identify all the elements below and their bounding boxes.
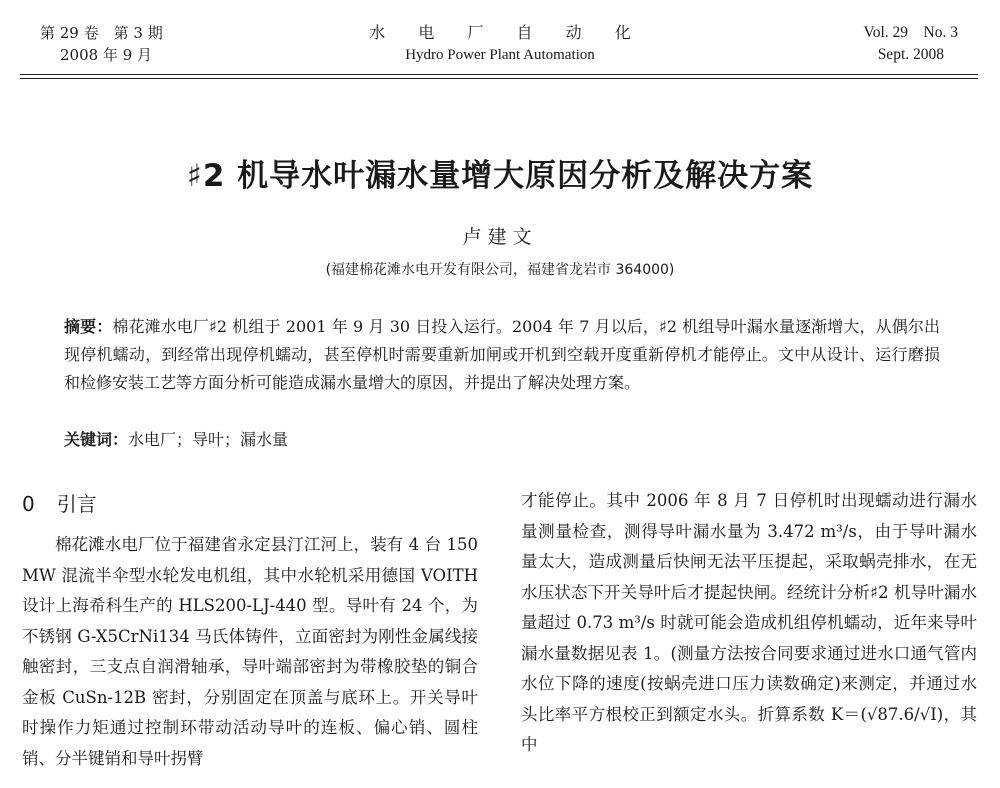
date-en: Sept. 2008 (877, 46, 944, 63)
body-column-left (22, 530, 478, 774)
continued-paragraph: 才能停止。其中 2006 年 8 月 7 日停机时出现蠕动进行漏水量测量检查，测得导叶漏水量为 3.472 m³/s，由于导叶漏水量太大，造成测量后快闸无法平压提起，采取蜗壳排水，在无水压状态下开关导叶后才提起快闸。经统计分析♯2 机导叶漏水量超过 0.73 m³/s 时就可能会造成机组停机蠕动，近年来导叶漏水量数据见表 1。(测量方法按合同要求通过进水口通气管内水位下降的速度(按蜗壳进口压力读数确定)来测定，并通过水头比率平方根校正到额定水头。折算系数 K＝(√87.6/√I)，其中 (521, 491, 977, 754)
article-affiliation: (福建棉花滩水电开发有限公司，福建省龙岩市 364000) (325, 262, 675, 278)
section-title: 引言 (56, 492, 97, 516)
section-number: 0 (22, 492, 35, 516)
journal-name-en: Hydro Power Plant Automation (405, 47, 595, 63)
article-title: ♯2 机导水叶漏水量增大原因分析及解决方案 (186, 158, 814, 194)
date-cn: 2008 年 9 月 (60, 46, 153, 64)
journal-header-right (864, 22, 958, 66)
journal-header-left (40, 22, 163, 66)
body-column-right (521, 486, 977, 761)
journal-header-center (300, 22, 700, 66)
header-rule (20, 74, 978, 75)
abstract (64, 313, 940, 397)
keywords-label: 关键词： (64, 430, 129, 449)
article-author: 卢建文 (462, 226, 538, 248)
keywords-text: 水电厂；导叶；漏水量 (128, 430, 289, 449)
abstract-label: 摘要： (64, 317, 113, 336)
abstract-text: 棉花滩水电厂♯2 机组于 2001 年 9 月 30 日投入运行。2004 年 7 月以后，♯2 机组导叶漏水量逐渐增大，从偶尔出现停机蠕动，到经常出现停机蠕动，甚至停机时需要重新加闸或开机到空载开度重新停机才能停止。文中从设计、运行磨损和检修安装工艺等方面分析可能造成漏水量增大的原因，并提出了解决处理方案。 (64, 317, 940, 392)
volume-issue-en: Vol. 29 No. 3 (863, 24, 958, 41)
volume-issue-cn: 第 29 卷 第 3 期 (40, 24, 163, 42)
header-rule-thin (20, 78, 978, 79)
intro-paragraph: 棉花滩水电厂位于福建省永定县汀江河上，装有 4 台 150 MW 混流半伞型水轮发电机组，其中水轮机采用德国 VOITH 设计上海希科生产的 HLS200-LJ-440 型。导叶有 24 个，为不锈钢 G-X5CrNi134 马氏体铸件，立面密封为刚性金属线接触密封，三支点自润滑轴承，导叶端部密封为带橡胶垫的铜合金板 CuSn-12B 密封，分别固定在顶盖与底环上。开关导叶时操作力矩通过控制环带动活动导叶的连板、偏心销、圆柱销、分半键销和导叶拐臂 (22, 535, 478, 768)
journal-name-cn: 水 电 厂 自 动 化 (369, 23, 645, 42)
section-heading (22, 488, 97, 517)
keywords (64, 426, 288, 454)
